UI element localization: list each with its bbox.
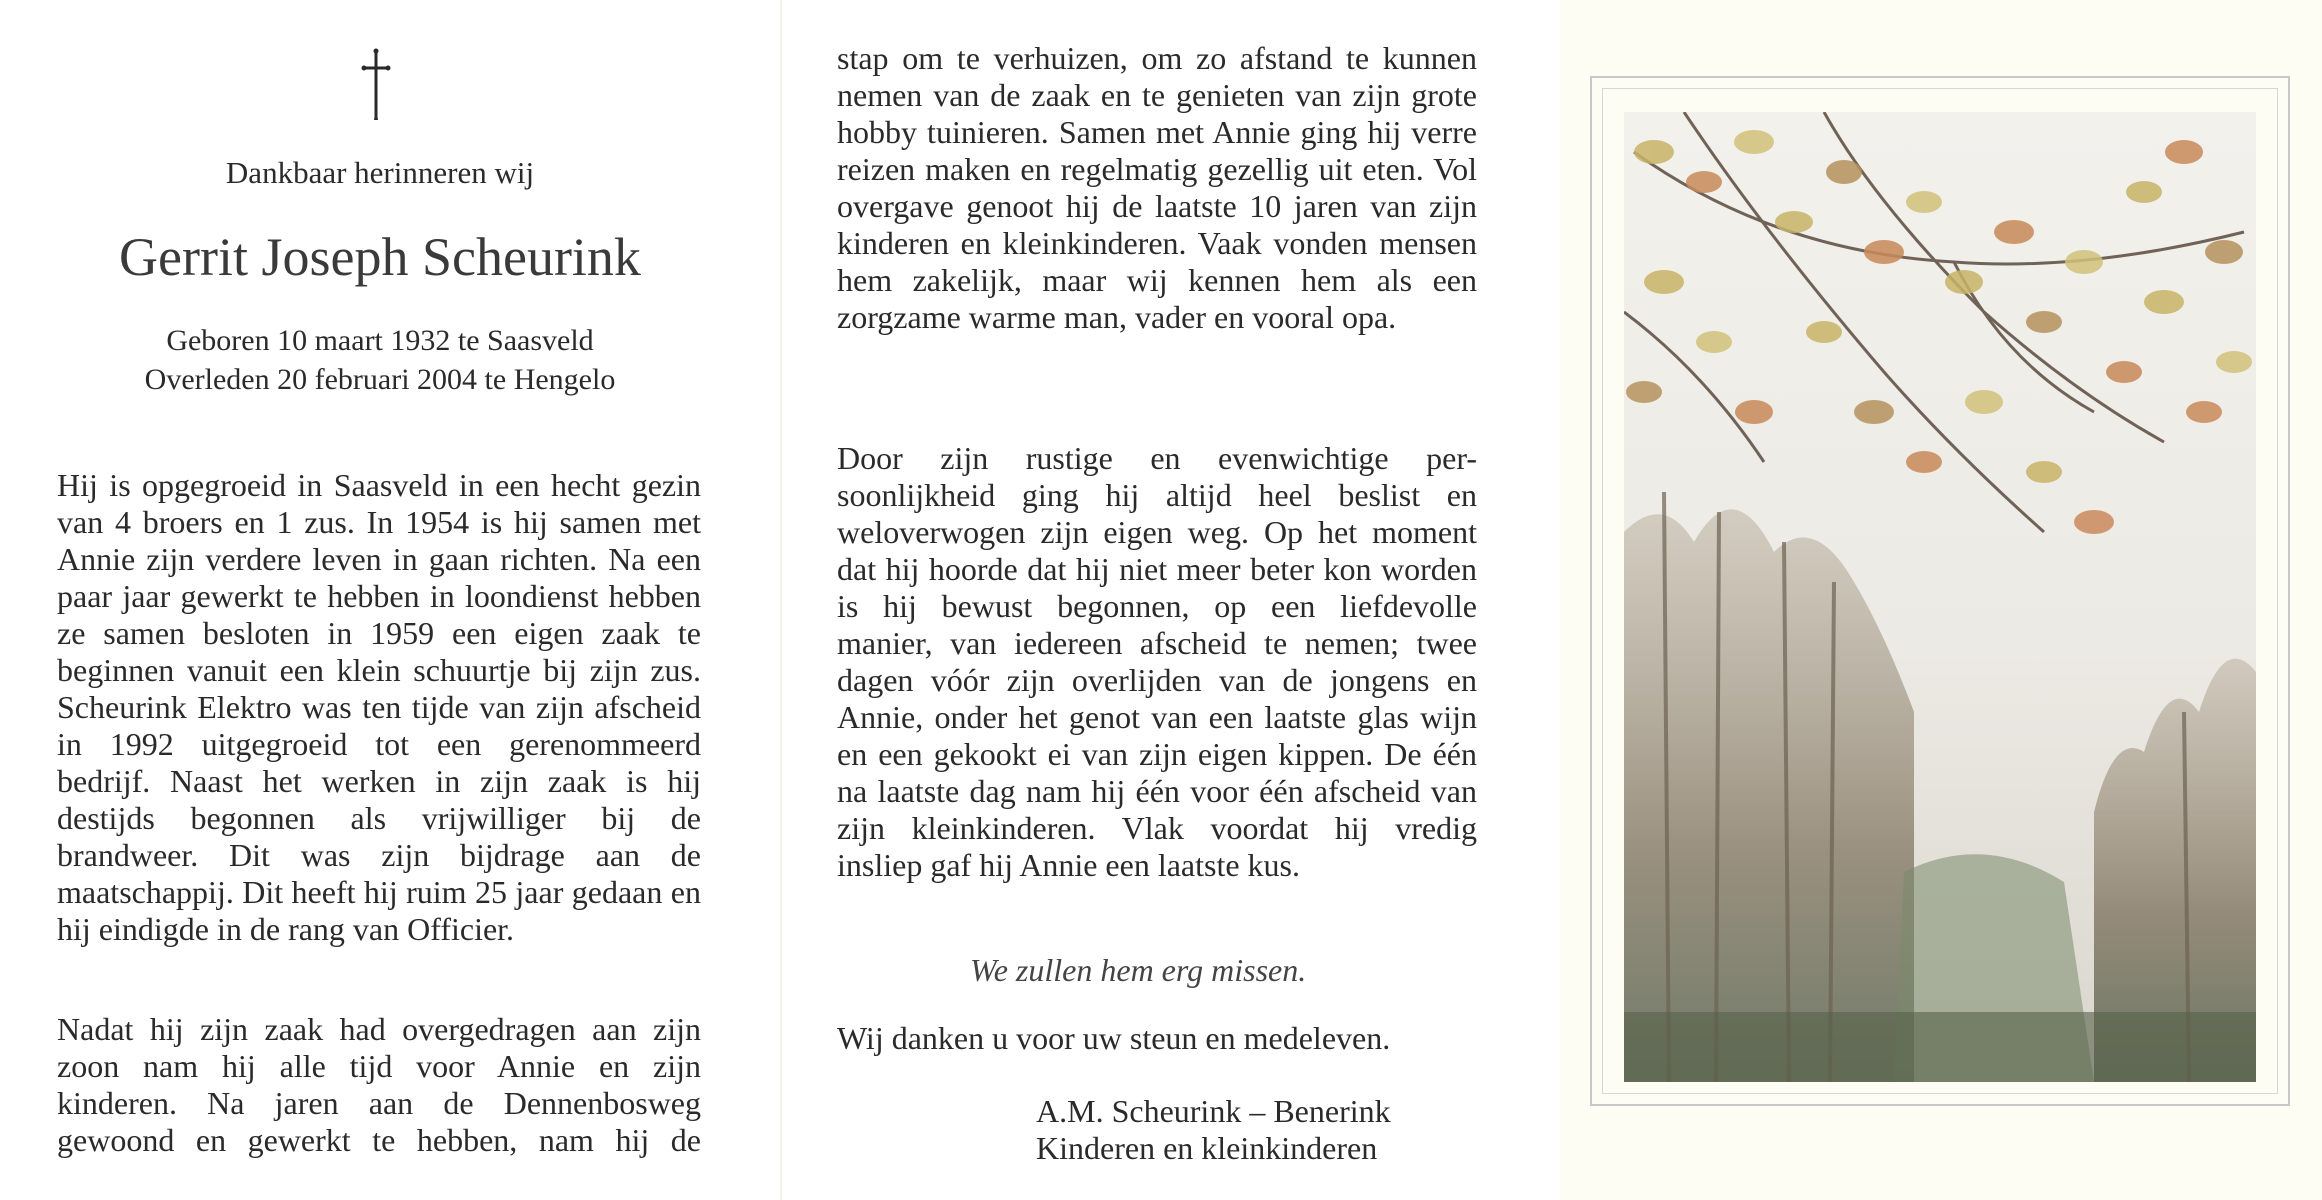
card-middle-panel [780,0,1560,1200]
deceased-name: Gerrit Joseph Scheurink [119,227,641,287]
died-line: Overleden 20 februari 2004 te Hengelo [144,363,616,396]
signature-name: A.M. Scheurink – Benerink [1036,1093,1391,1129]
biography-paragraph: Door zijn rustige en evenwichtige per- soonlijkheid ging hij altijd heel beslist en weloverwogen zijn eigen weg. Op het moment dat hij hoorde dat hij niet meer beter kon worden is hij bewust begonnen, op een liefdevolle manier, van iedereen afscheid te nemen; twee dagen vóór zijn overlijden van de jongens en Annie, onder het genot van een laatste glas wijn en een gekookt ei van zijn eigen kippen. De één na laatste dag nam hij één voor één afscheid van zijn kleinkinderen. Vlak voordat hij vredig insliep gaf hij Annie een laatste kus. [837,440,1477,883]
biography-paragraph: Hij is opgegroeid in Saasveld in een hecht gezin van 4 broers en 1 zus. In 1954 is hij samen met Annie zijn verdere leven in gaan richten. Na een paar jaar gewerkt te hebben in loondienst hebben ze samen besloten in 1959 een eigen zaak te beginnen vanuit een klein schuurtje bij zijn zus. Scheurink Elektro was ten tijde van zijn afscheid in 1992 uitgegroeid tot een gerenommeerd bedrijf. Naast het werken in zijn zaak is hij destijds begonnen als vrijwilliger bij de brandweer. Dit was zijn bijdrage aan de maatschappij. Dit heeft hij ruim 25 jaar gedaan en hij eindigde in de rang van Officier. [57,467,701,947]
biography-paragraph: stap om te verhuizen, om zo afstand te kunnen nemen van de zaak en te genieten van zijn grote hobby tuinieren. Samen met Annie ging hij verre reizen maken en regelmatig gezellig uit eten. Vol overgave genoot hij de laatste 10 jaren van zijn kinderen en kleinkinderen. Vaak vonden mensen hem zakelijk, maar wij kennen hem als een zorgzame warme man, vader en vooral opa. [837,40,1477,335]
life-dates [0,321,760,399]
signature-family: Kinderen en kleinkinderen [1036,1130,1378,1166]
card-photo-panel [1560,0,2322,1200]
thanks-line: Wij danken u voor uw steun en medeleven. [837,1020,1391,1056]
autumn-trees-photo [1624,112,2256,1082]
farewell-line: We zullen hem erg missen. [970,952,1307,988]
born-line: Geboren 10 maart 1932 te Saasveld [166,324,594,357]
cross-icon [361,48,391,122]
intro-text: Dankbaar herinneren wij [225,155,535,190]
card-left-panel [0,0,780,1200]
biography-paragraph: Nadat hij zijn zaak had overgedragen aan zijn zoon nam hij alle tijd voor Annie en zijn kinderen. Na jaren aan de Dennenbosweg gewoond en gewerkt te hebben, nam hij de [57,1011,701,1158]
